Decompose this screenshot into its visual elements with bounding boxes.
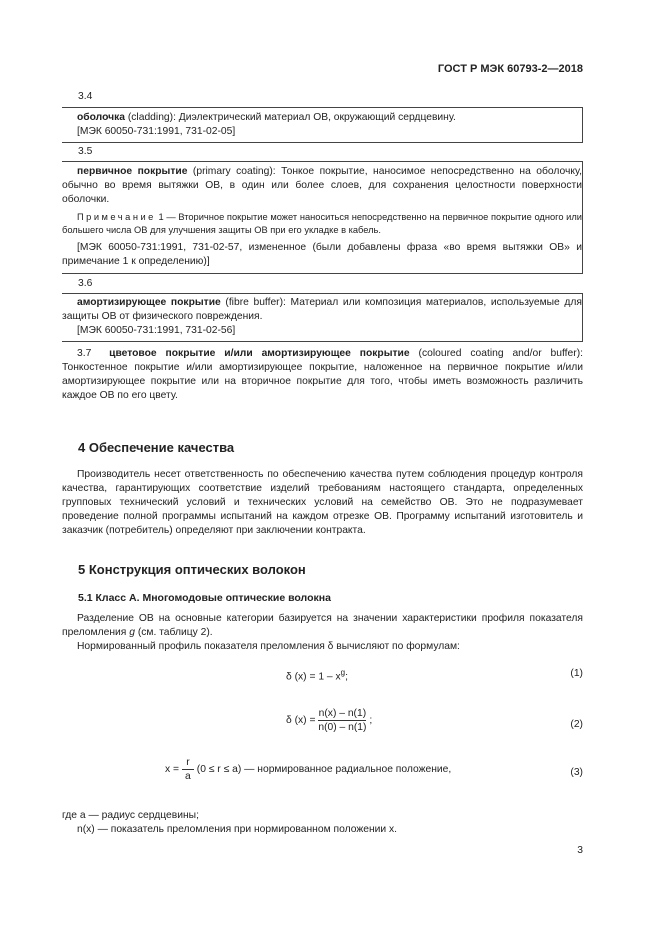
definition: Тонкое покрытие, наносимое непосредственно на оболочку, обычно во время вытяжки ОВ, в один или более слоев, для сохранения целостности поверхности оболочки.: [62, 166, 582, 205]
term: амортизирующее покрытие: [77, 297, 221, 308]
term-en: (fibre buffer):: [225, 297, 286, 308]
definition-box: [62, 293, 583, 342]
definition-box: [62, 161, 583, 274]
clause-number: 3.6: [78, 278, 93, 289]
formula-2: δ (x) = $\frac{n(x) - n(1)}{n(0) - n(1)}$ ;: [286, 708, 373, 733]
term-en: (coloured coating and/or buffer):: [418, 348, 583, 359]
definition-3-7: [62, 347, 583, 403]
note: [62, 211, 582, 237]
note-text: 1 — Вторичное покрытие может наноситься непосредственно на первичное покрытие одного или большего числа ОВ для улучшения защиты ОВ при его укладке в кабель.: [62, 212, 582, 235]
where-list: [62, 809, 397, 837]
equation-number: (1): [570, 668, 583, 679]
term-en: (cladding):: [127, 112, 176, 123]
note-label: Примечание: [77, 212, 156, 222]
section-4-heading: 4 Обеспечение качества: [78, 440, 235, 455]
subsection-5-1-heading: 5.1 Класс А. Многомодовые оптические волокна: [78, 592, 331, 604]
page-number: 3: [577, 845, 583, 856]
definition: Материал или композиция материалов, используемые для защиты ОВ от физического повреждения.: [62, 297, 582, 322]
term: оболочка: [77, 112, 125, 123]
term-en: (primary coating):: [192, 166, 276, 177]
section-5-heading: 5 Конструкция оптических волокон: [78, 562, 306, 577]
reference: [МЭК 60050-731:1991, 731-02-05]: [77, 126, 236, 137]
document-header: ГОСТ Р МЭК 60793-2—2018: [437, 63, 583, 75]
equation-number: (3): [570, 767, 583, 778]
clause-number: 3.5: [78, 146, 93, 157]
where-item: где a — радиус сердцевины;: [62, 810, 199, 821]
clause-number: 3.7: [77, 348, 92, 359]
definition: Тонкостенное покрытие и/или амортизирующее покрытие, наложенное на первичное покрытие и/или амортизирующее покрытие или на вторичное покрытие для того, чтобы иметь возможность различить каждое ОВ по его цвету.: [62, 362, 583, 401]
where-item: n(x) — показатель преломления при нормированном положении x.: [77, 824, 398, 835]
formula-1: δ $(x) = 1 - x^g$;: [286, 668, 348, 683]
reference: [МЭК 60050-731:1991, 731-02-56]: [77, 325, 236, 336]
reference: [МЭК 60050-731:1991, 731-02-57, измененное (были добавлены фраза «во время вытяжки ОВ» и примечание 1 к определению)]: [62, 242, 582, 267]
term: цветовое покрытие и/или амортизирующее покрытие: [109, 348, 410, 359]
paragraph: Нормированный профиль показателя преломления δ вычисляют по формулам:: [77, 641, 460, 652]
section-4-text: Производитель несет ответственность по обеспечению качества путем соблюдения процедур контроля качества, гарантирующих соответствие изделий требованиям настоящего стандарта, определенных групповых технический условий и технических условий на семейство ОВ. Это не подразумевает проведение полной программы испытаний на каждом отрезке ОВ. Программу испытаний изготовитель и заказчик (потребитель) определяют при заключении контракта.: [62, 469, 583, 536]
definition: Диэлектрический материал ОВ, окружающий сердцевину.: [175, 112, 456, 123]
paragraph: Разделение ОВ на основные категории базируется на значении характеристики профиля показателя преломления g (см. таблицу 2).: [62, 613, 583, 638]
term: первичное покрытие: [77, 166, 188, 177]
clause-number: 3.4: [78, 91, 93, 102]
formula-3: x = $\frac{r}{a}$ (0 ≤ r ≤ a) — нормированное радиальное положение,: [165, 757, 452, 782]
definition-box: [62, 107, 583, 143]
equation-number: (2): [570, 719, 583, 730]
